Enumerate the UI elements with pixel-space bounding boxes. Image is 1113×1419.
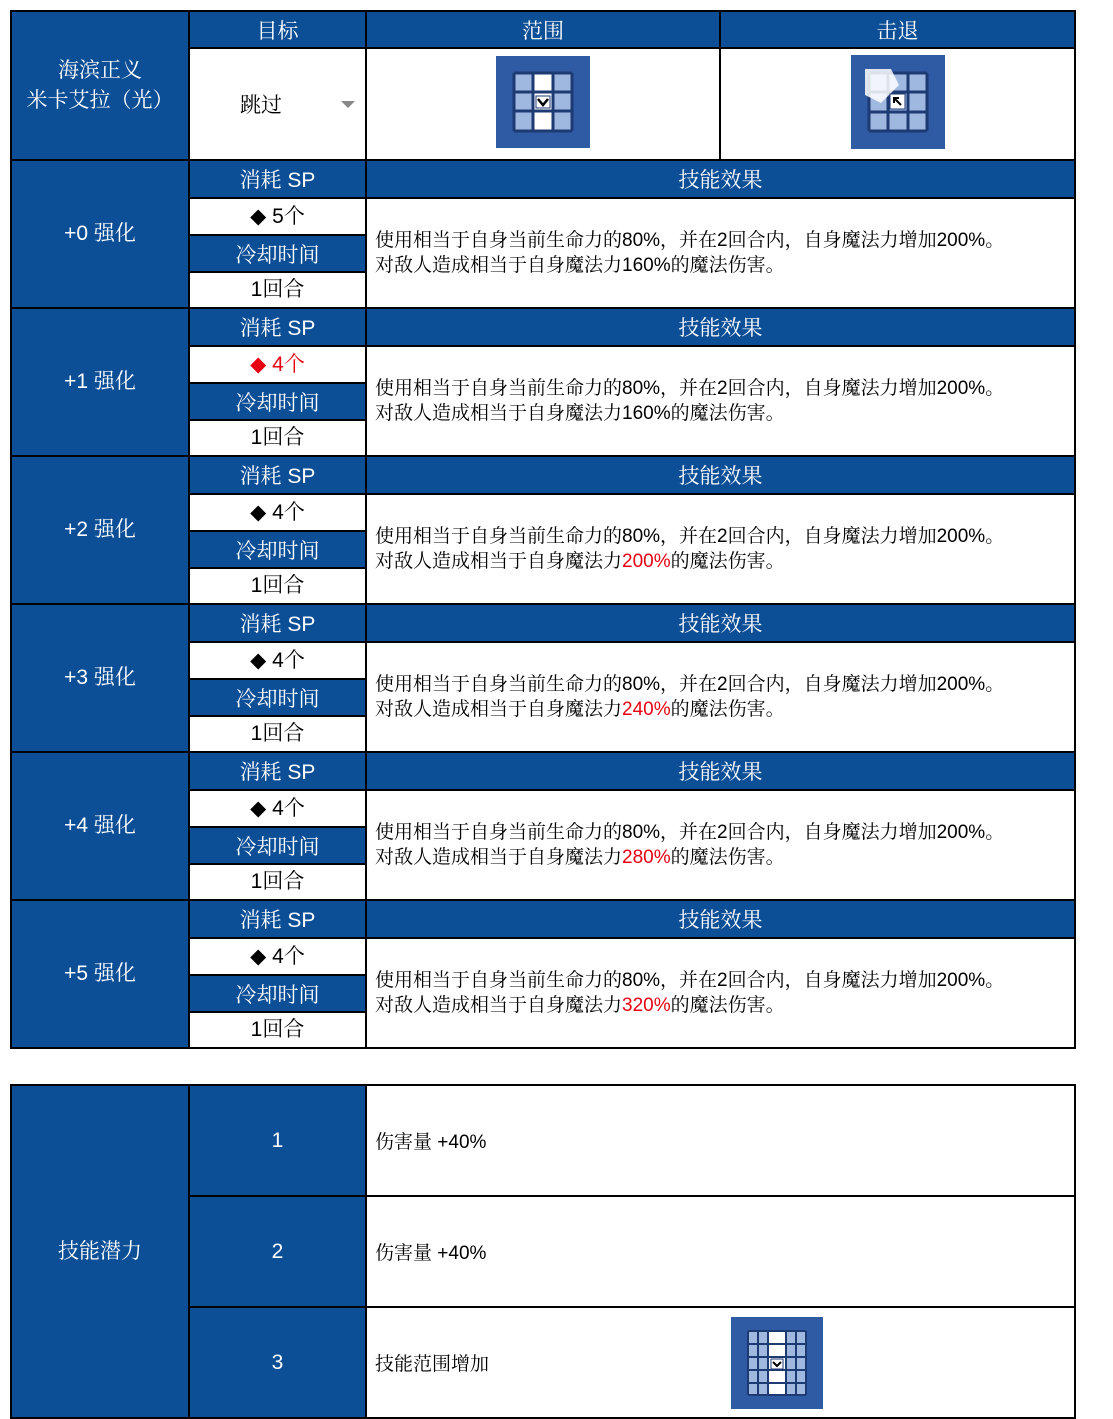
level-label: +4 强化	[11, 752, 189, 900]
sp-cost-value: 4个	[272, 500, 305, 524]
skill-effect-header: 技能效果	[366, 308, 1075, 346]
potential-label: 技能潜力	[11, 1085, 189, 1418]
level-label: +3 强化	[11, 604, 189, 752]
level-label: +2 强化	[11, 456, 189, 604]
unit-name-line2: 米卡艾拉（光）	[26, 88, 174, 112]
skill-effect-text	[366, 494, 1075, 604]
sp-cost-header: 消耗 SP	[189, 900, 366, 938]
sp-cost-header: 消耗 SP	[189, 752, 366, 790]
skill-effect-text	[366, 938, 1075, 1048]
knockback-grid-icon	[851, 55, 945, 154]
effect-line2-pre: 对敌人造成相当于自身魔法力	[375, 551, 623, 572]
skill-effect-text	[366, 346, 1075, 456]
potential-num: 1	[189, 1085, 366, 1196]
effect-line2-post: 的魔法伤害。	[670, 403, 785, 424]
effect-line2-pre: 对敌人造成相当于自身魔法力	[375, 699, 623, 720]
effect-line2-pct: 160%	[622, 403, 671, 424]
col-target-header: 目标	[189, 11, 366, 48]
skill-effect-header: 技能效果	[366, 456, 1075, 494]
chevron-down-icon	[341, 101, 355, 108]
sp-cost-value: 4个	[272, 944, 305, 968]
cooldown-header: 冷却时间	[189, 235, 366, 272]
sp-cost-header: 消耗 SP	[189, 604, 366, 642]
diamond-icon: ◆	[250, 352, 267, 376]
potential-text: 伤害量 +40%	[375, 1243, 487, 1264]
cooldown-header: 冷却时间	[189, 531, 366, 568]
sp-cost-value: 4个	[272, 648, 305, 672]
effect-line2-post: 的魔法伤害。	[670, 255, 785, 276]
level-label: +5 强化	[11, 900, 189, 1048]
sp-cost-cell	[189, 346, 366, 383]
range-cell	[366, 48, 720, 160]
cooldown-header: 冷却时间	[189, 679, 366, 716]
effect-line2-pct: 240%	[622, 699, 671, 720]
cooldown-value: 1回合	[189, 864, 366, 900]
effect-line1: 使用相当于自身当前生命力的80%，并在2回合内，自身魔法力增加200%。	[375, 378, 1005, 399]
level-label: +1 强化	[11, 308, 189, 456]
effect-line2	[375, 253, 1066, 278]
diamond-icon: ◆	[250, 944, 267, 968]
target-value: 跳过	[240, 94, 282, 117]
cooldown-header: 冷却时间	[189, 975, 366, 1012]
knockback-cell	[720, 48, 1075, 160]
col-knockback-header: 击退	[720, 11, 1075, 48]
potential-text-cell	[366, 1196, 1075, 1307]
effect-line2	[375, 993, 1066, 1018]
cooldown-value: 1回合	[189, 716, 366, 752]
sp-cost-header: 消耗 SP	[189, 160, 366, 198]
potential-table	[10, 1084, 1076, 1419]
effect-line2-pct: 280%	[622, 847, 671, 868]
effect-line2-post: 的魔法伤害。	[670, 551, 785, 572]
effect-line2-pre: 对敌人造成相当于自身魔法力	[375, 847, 623, 868]
diamond-icon: ◆	[250, 796, 267, 820]
effect-line2-pct: 320%	[622, 995, 671, 1016]
sp-cost-cell	[189, 494, 366, 531]
effect-line2-pre: 对敌人造成相当于自身魔法力	[375, 995, 623, 1016]
sp-cost-value: 5个	[272, 204, 305, 228]
skill-effect-text	[366, 790, 1075, 900]
cooldown-header: 冷却时间	[189, 827, 366, 864]
sp-cost-cell	[189, 790, 366, 827]
sp-cost-header: 消耗 SP	[189, 456, 366, 494]
skill-effect-header: 技能效果	[366, 900, 1075, 938]
skill-effect-header: 技能效果	[366, 604, 1075, 642]
skill-effect-header: 技能效果	[366, 752, 1075, 790]
effect-line2-pct: 200%	[622, 551, 671, 572]
cooldown-value: 1回合	[189, 1012, 366, 1048]
sp-cost-cell	[189, 642, 366, 679]
skill-effect-text	[366, 198, 1075, 308]
level-label: +0 强化	[11, 160, 189, 308]
range-increase-grid-icon	[731, 1317, 823, 1415]
diamond-icon: ◆	[250, 204, 267, 228]
cooldown-value: 1回合	[189, 272, 366, 308]
effect-line1: 使用相当于自身当前生命力的80%，并在2回合内，自身魔法力增加200%。	[375, 674, 1005, 695]
effect-line2-pre: 对敌人造成相当于自身魔法力	[375, 403, 623, 424]
sp-cost-value: 4个	[272, 352, 305, 376]
cooldown-header: 冷却时间	[189, 383, 366, 420]
potential-num: 3	[189, 1307, 366, 1418]
unit-name-cell	[11, 11, 189, 160]
diamond-icon: ◆	[250, 500, 267, 524]
range-grid-icon	[496, 56, 590, 153]
sp-cost-header: 消耗 SP	[189, 308, 366, 346]
unit-name-line1: 海滨正义	[58, 58, 142, 82]
potential-text-cell	[366, 1085, 1075, 1196]
cooldown-value: 1回合	[189, 568, 366, 604]
potential-text: 技能范围增加	[375, 1354, 490, 1375]
potential-num: 2	[189, 1196, 366, 1307]
effect-line1: 使用相当于自身当前生命力的80%，并在2回合内，自身魔法力增加200%。	[375, 230, 1005, 251]
effect-line2-pre: 对敌人造成相当于自身魔法力	[375, 255, 623, 276]
effect-line2-post: 的魔法伤害。	[670, 699, 785, 720]
effect-line2-pct: 160%	[622, 255, 671, 276]
sp-cost-value: 4个	[272, 796, 305, 820]
skill-effect-header: 技能效果	[366, 160, 1075, 198]
effect-line2	[375, 697, 1066, 722]
cooldown-value: 1回合	[189, 420, 366, 456]
effect-line2-post: 的魔法伤害。	[670, 995, 785, 1016]
effect-line1: 使用相当于自身当前生命力的80%，并在2回合内，自身魔法力增加200%。	[375, 970, 1005, 991]
col-range-header: 范围	[366, 11, 720, 48]
skill-table	[10, 10, 1076, 1049]
effect-line2	[375, 549, 1066, 574]
sp-cost-cell	[189, 198, 366, 235]
effect-line1: 使用相当于自身当前生命力的80%，并在2回合内，自身魔法力增加200%。	[375, 822, 1005, 843]
effect-line2-post: 的魔法伤害。	[670, 847, 785, 868]
potential-text-cell	[366, 1307, 1075, 1418]
effect-line2	[375, 845, 1066, 870]
sp-cost-cell	[189, 938, 366, 975]
effect-line2	[375, 401, 1066, 426]
effect-line1: 使用相当于自身当前生命力的80%，并在2回合内，自身魔法力增加200%。	[375, 526, 1005, 547]
target-dropdown[interactable]	[189, 48, 366, 160]
diamond-icon: ◆	[250, 648, 267, 672]
potential-text: 伤害量 +40%	[375, 1132, 487, 1153]
skill-effect-text	[366, 642, 1075, 752]
